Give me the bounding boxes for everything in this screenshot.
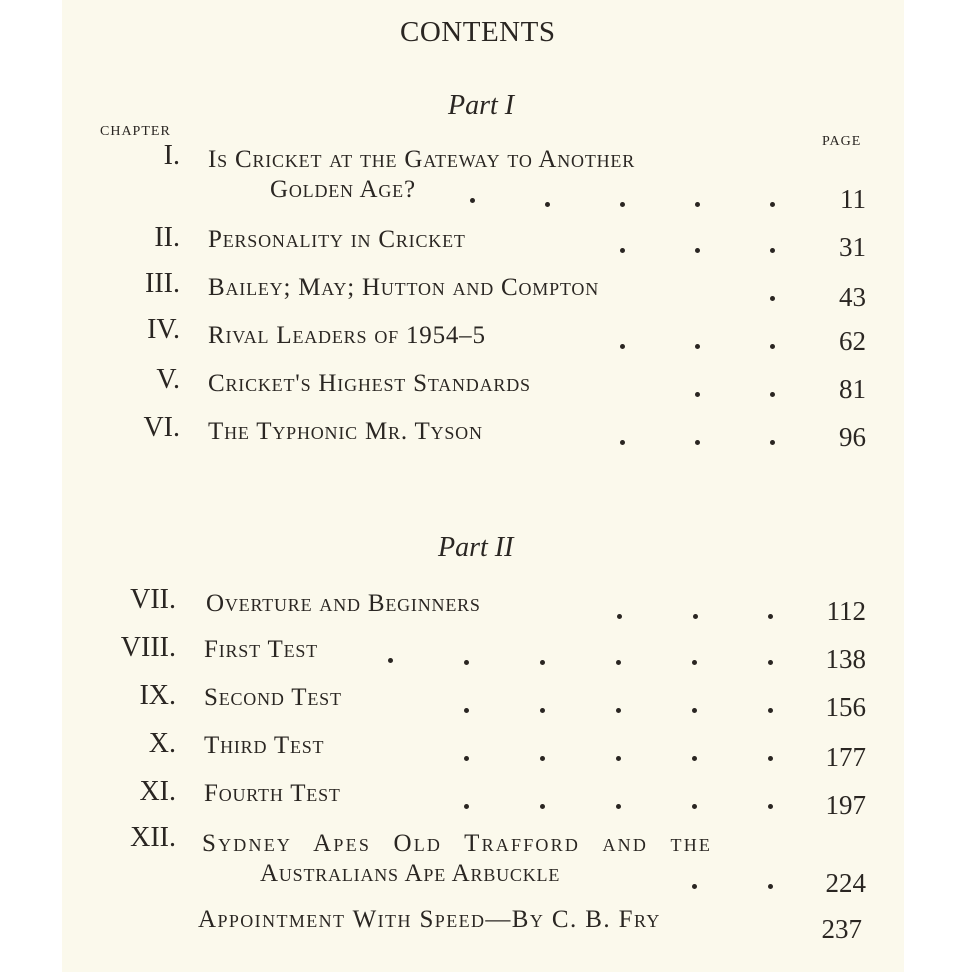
- leader-dot: [768, 756, 773, 761]
- leader-dot: [768, 804, 773, 809]
- leader-dot: [620, 344, 625, 349]
- leader-dot: [616, 756, 621, 761]
- leader-dot: [464, 804, 469, 809]
- leader-dot: [695, 344, 700, 349]
- contents-heading: CONTENTS: [400, 16, 556, 48]
- chapter-title-line-2: Golden Age?: [270, 176, 416, 203]
- leader-dot: [770, 440, 775, 445]
- chapter-page-number: 96: [839, 422, 866, 452]
- leader-dot: [693, 614, 698, 619]
- chapter-number: VIII.: [120, 632, 176, 663]
- chapter-title: First Test: [204, 636, 318, 663]
- leader-dot: [768, 660, 773, 665]
- chapter-number: IX.: [139, 680, 176, 711]
- leader-dot: [540, 756, 545, 761]
- chapter-number: VI.: [143, 412, 180, 443]
- leader-dot: [770, 202, 775, 207]
- appendix-page-number: 237: [821, 914, 862, 944]
- leader-dot: [620, 248, 625, 253]
- chapter-page-number: 224: [825, 868, 866, 898]
- leader-dot: [770, 392, 775, 397]
- chapter-title: Rival Leaders of 1954–5: [208, 322, 486, 349]
- chapter-title-line-1: Sydney Apes Old Trafford and the: [202, 830, 713, 857]
- chapter-number: IV.: [147, 314, 180, 345]
- chapter-title: Third Test: [204, 732, 325, 759]
- leader-dot: [695, 440, 700, 445]
- chapter-page-number: 81: [839, 374, 866, 404]
- leader-dot: [616, 660, 621, 665]
- chapter-title: Second Test: [204, 684, 342, 711]
- chapter-number: II.: [154, 222, 180, 253]
- page-column-label: PAGE: [822, 134, 862, 149]
- appendix-title: Appointment With Speed—By C. B. Fry: [198, 906, 661, 933]
- chapter-title: Cricket's Highest Standards: [208, 370, 531, 397]
- chapter-page-number: 138: [825, 644, 866, 674]
- leader-dot: [545, 202, 550, 207]
- leader-dot: [692, 756, 697, 761]
- leader-dot: [540, 708, 545, 713]
- leader-dot: [692, 804, 697, 809]
- leader-dot: [470, 198, 475, 203]
- leader-dot: [692, 884, 697, 889]
- chapter-page-number: 177: [825, 742, 866, 772]
- chapter-title-line-1: Is Cricket at the Gateway to Another: [208, 146, 636, 173]
- chapter-page-number: 112: [826, 596, 866, 626]
- chapter-title: Bailey; May; Hutton and Compton: [208, 274, 599, 301]
- part-2-title: Part II: [438, 532, 514, 563]
- leader-dot: [768, 884, 773, 889]
- leader-dot: [620, 202, 625, 207]
- chapter-page-number: 31: [839, 232, 866, 262]
- leader-dot: [692, 660, 697, 665]
- leader-dot: [768, 614, 773, 619]
- leader-dot: [768, 708, 773, 713]
- chapter-page-number: 62: [839, 326, 866, 356]
- leader-dot: [695, 248, 700, 253]
- chapter-title: The Typhonic Mr. Tyson: [208, 418, 483, 445]
- chapter-title: Overture and Beginners: [206, 590, 481, 617]
- chapter-page-number: 197: [825, 790, 866, 820]
- chapter-column-label: CHAPTER: [100, 124, 171, 139]
- leader-dot: [695, 202, 700, 207]
- chapter-number: X.: [148, 728, 176, 759]
- leader-dot: [770, 248, 775, 253]
- leader-dot: [770, 296, 775, 301]
- chapter-title: Fourth Test: [204, 780, 341, 807]
- chapter-number: I.: [163, 140, 180, 171]
- chapter-page-number: 11: [840, 184, 866, 214]
- leader-dot: [388, 658, 393, 663]
- chapter-number: III.: [145, 268, 180, 299]
- leader-dot: [464, 756, 469, 761]
- leader-dot: [464, 708, 469, 713]
- leader-dot: [770, 344, 775, 349]
- chapter-number: XI.: [139, 776, 176, 807]
- leader-dot: [692, 708, 697, 713]
- chapter-number: VII.: [130, 584, 176, 615]
- chapter-page-number: 43: [839, 282, 866, 312]
- part-1-title: Part I: [448, 90, 515, 121]
- chapter-page-number: 156: [825, 692, 866, 722]
- leader-dot: [540, 804, 545, 809]
- leader-dot: [540, 660, 545, 665]
- chapter-number: XII.: [130, 822, 176, 853]
- chapter-title-line-2: Australians Ape Arbuckle: [260, 860, 561, 887]
- leader-dot: [617, 614, 622, 619]
- leader-dot: [620, 440, 625, 445]
- leader-dot: [616, 708, 621, 713]
- leader-dot: [464, 660, 469, 665]
- leader-dot: [616, 804, 621, 809]
- chapter-number: V.: [156, 364, 180, 395]
- leader-dot: [695, 392, 700, 397]
- chapter-title: Personality in Cricket: [208, 226, 466, 253]
